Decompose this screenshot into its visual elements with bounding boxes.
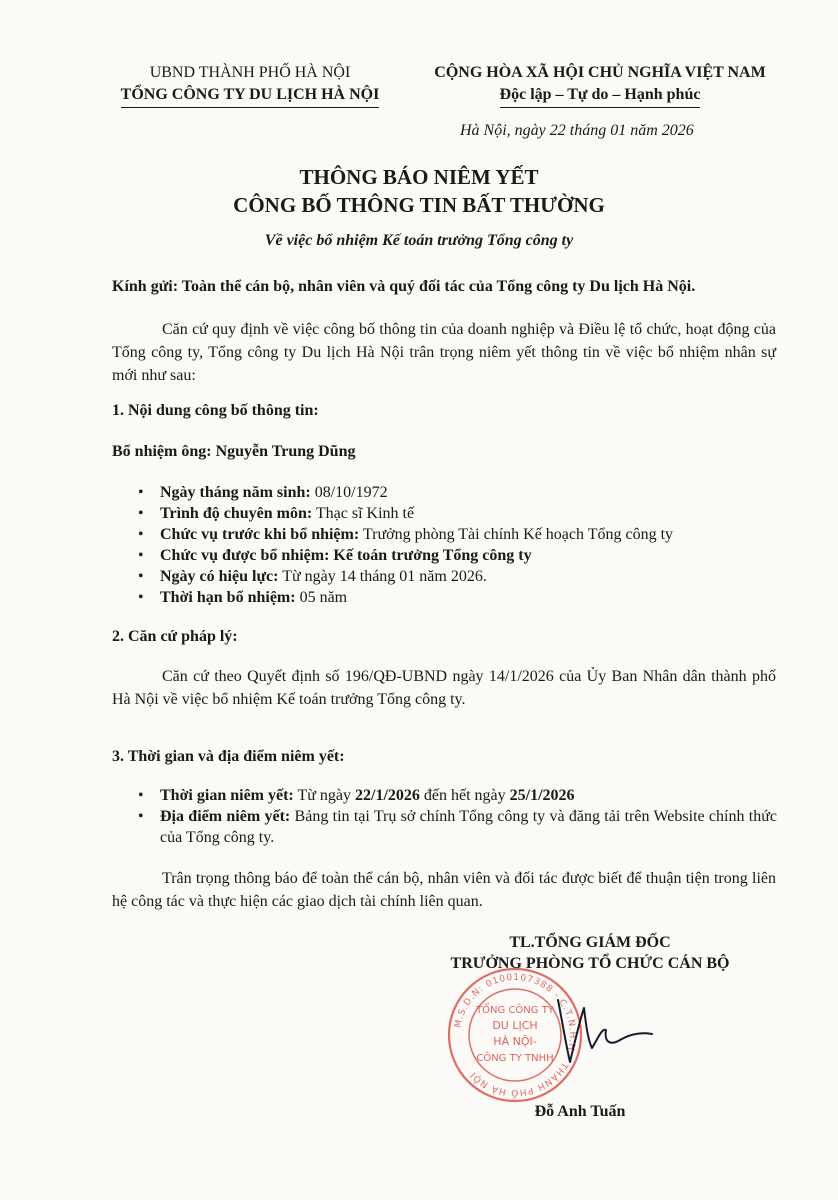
- signer-name: Đỗ Anh Tuấn: [534, 1103, 626, 1120]
- seal-center-line-2: DU LỊCH: [492, 1019, 538, 1032]
- nation-name: CỘNG HÒA XÃ HỘI CHỦ NGHĨA VIỆT NAM: [434, 64, 766, 81]
- document-title: [0, 163, 838, 219]
- list-item: • Thời hạn bổ nhiệm: 05 năm: [138, 589, 348, 606]
- list-item: • Ngày tháng năm sinh: 08/10/1972: [138, 484, 388, 501]
- national-motto-block: [410, 62, 790, 108]
- seal-ring-text: M.S.D.N: 0100107388 - C.T.N.H.H - THÀNH PHỐ HÀ NỘI: [453, 972, 578, 1098]
- issuer-org: TỔNG CÔNG TY DU LỊCH HÀ NỘI: [121, 84, 380, 108]
- section1-heading: 1. Nội dung công bố thông tin:: [112, 402, 319, 419]
- section2-heading: 2. Căn cứ pháp lý:: [112, 628, 238, 645]
- greeting: Kính gửi: Toàn thể cán bộ, nhân viên và quý đối tác của Tổng công ty Du lịch Hà Nội.: [112, 278, 696, 295]
- list-item: • Trình độ chuyên môn: Thạc sĩ Kinh tế: [138, 505, 415, 522]
- nation-motto: Độc lập – Tự do – Hạnh phúc: [500, 84, 701, 108]
- list-item: • Ngày có hiệu lực: Từ ngày 14 tháng 01 năm 2026.: [138, 568, 487, 585]
- list-item: • Địa điểm niêm yết: Bảng tin tại Trụ sở chính Tổng công ty và đăng tải trên Website chính thức của Tổng công ty.: [138, 808, 778, 846]
- seal-center-line-3: HÀ NỘI-: [493, 1035, 537, 1048]
- appointment-details-list: [112, 482, 792, 608]
- signature-authority: TL.TỔNG GIÁM ĐỐC: [509, 934, 671, 951]
- handwritten-signature: [540, 990, 660, 1070]
- seal-center-line-1: TỔNG CÔNG TY: [476, 1005, 554, 1016]
- seal-center-line-4: CÔNG TY TNHH: [476, 1053, 554, 1064]
- closing-paragraph: Trân trọng thông báo để toàn thể cán bộ, nhân viên và đối tác được biết để thuận tiện trong liên hệ công tác và thực hiện các giao dịch tài chính liên quan.: [112, 870, 776, 910]
- section3-heading: 3. Thời gian và địa điểm niêm yết:: [112, 748, 345, 765]
- title-line-1: THÔNG BÁO NIÊM YẾT: [299, 165, 539, 189]
- appointee-line: Bổ nhiệm ông: Nguyễn Trung Dũng: [112, 443, 356, 460]
- list-item: • Chức vụ trước khi bổ nhiệm: Trưởng phòng Tài chính Kế hoạch Tổng công ty: [138, 526, 674, 543]
- document-date: Hà Nội, ngày 22 tháng 01 năm 2026: [460, 122, 694, 139]
- issuer-block: [95, 62, 405, 108]
- list-item: • Thời gian niêm yết: Từ ngày 22/1/2026 đến hết ngày 25/1/2026: [138, 787, 575, 804]
- issuer-parent-org: UBND THÀNH PHỐ HÀ NỘI: [149, 64, 351, 81]
- legal-basis-paragraph: Căn cứ theo Quyết định số 196/QĐ-UBND ngày 14/1/2026 của Ủy Ban Nhân dân thành phố Hà Nội về việc bổ nhiệm Kế toán trưởng Tổng công ty.: [112, 668, 776, 708]
- signature-title: TRƯỞNG PHÒNG TỔ CHỨC CÁN BỘ: [450, 955, 730, 972]
- document-subject: Về việc bổ nhiệm Kế toán trưởng Tổng công ty: [264, 232, 574, 249]
- posting-details-list: [112, 785, 777, 848]
- title-line-2: CÔNG BỐ THÔNG TIN BẤT THƯỜNG: [233, 193, 605, 217]
- intro-paragraph: Căn cứ quy định về việc công bố thông tin của doanh nghiệp và Điều lệ tổ chức, hoạt động của Tổng công ty, Tổng công ty Du lịch Hà Nội trân trọng niêm yết thông tin về việc bổ nhiệm nhân sự mới như sau:: [112, 321, 776, 384]
- list-item: • Chức vụ được bổ nhiệm: Kế toán trưởng Tổng công ty: [138, 547, 532, 564]
